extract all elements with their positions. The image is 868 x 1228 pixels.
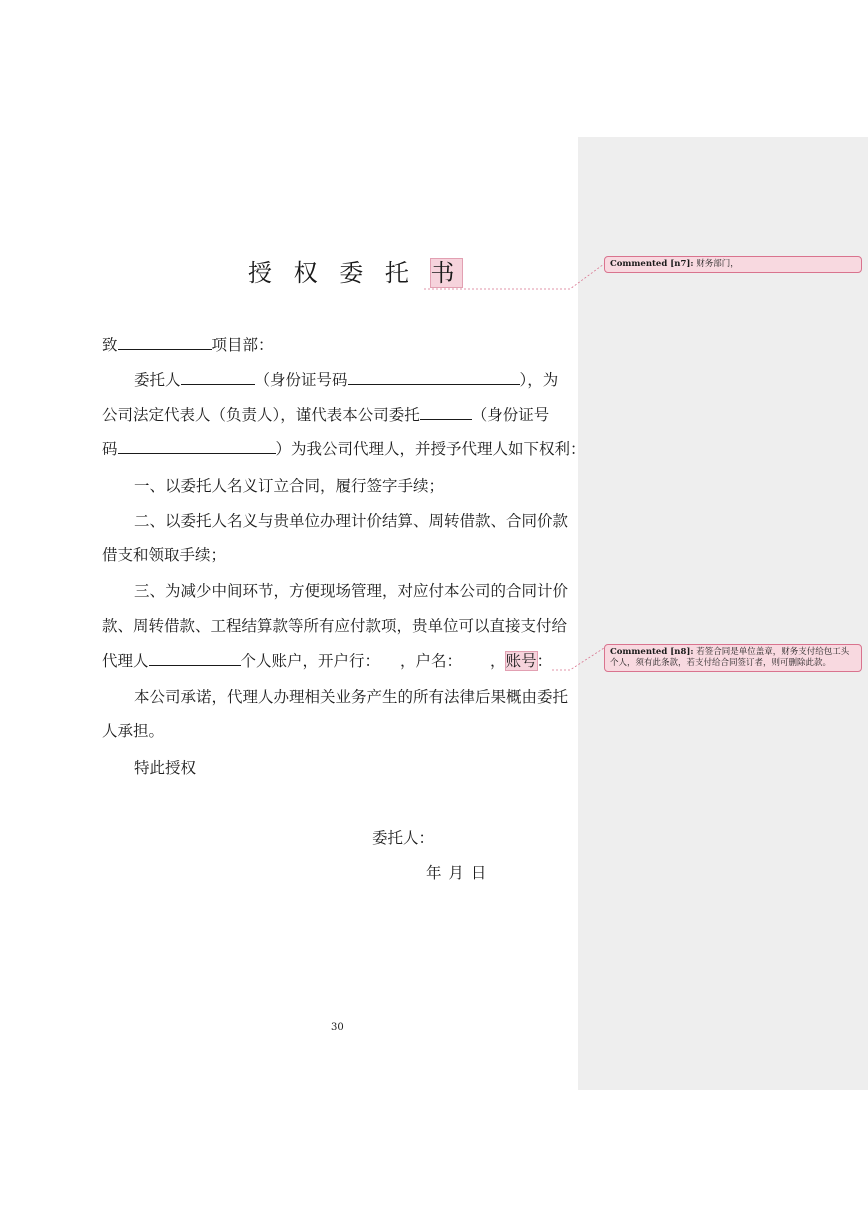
principal-line-suffix: ），为 <box>519 371 559 389</box>
title-text: 授 权 委 托 <box>248 259 431 287</box>
page-number: 30 <box>331 1022 344 1033</box>
account-name-label: ，户名： <box>400 652 463 670</box>
comment-n8-text: 若签合同是单位盖章，财务支付给包工头个人，须有此条款，若支付给合同签订者，则可删除此款。 <box>610 647 850 668</box>
comment-n7-text: 财务部门， <box>696 259 739 269</box>
addressee-suffix: 项目部： <box>211 336 274 354</box>
agent-id-blank[interactable] <box>118 438 276 454</box>
paragraph-principal-line-3 <box>102 438 586 460</box>
comment-n7[interactable] <box>604 256 862 273</box>
promise-line-2: 人承担。 <box>102 722 165 740</box>
item-1: 一、以委托人名义订立合同，履行签字手续； <box>134 477 445 495</box>
paragraph-principal-line-1 <box>134 369 558 391</box>
project-name-blank[interactable] <box>118 334 212 350</box>
account-number-colon: ： <box>536 652 553 670</box>
signature-date: 年 月 日 <box>426 864 488 882</box>
principal-signature-label: 委托人： <box>372 829 435 847</box>
principal-label: 委托人 <box>134 371 181 389</box>
comment-n8[interactable] <box>604 644 862 672</box>
principal-name-blank[interactable] <box>181 369 255 385</box>
item-3-line-3 <box>102 650 552 672</box>
bank-label: 个人账户，开户行： <box>240 652 381 670</box>
document-title <box>248 257 462 289</box>
legal-rep-text: 公司法定代表人（负责人），谨代表本公司委托 <box>102 406 420 424</box>
item-3-line-2: 款、周转借款、工程结算款等所有应付款项，贵单位可以直接支付给 <box>102 617 568 635</box>
agent-label: 代理人 <box>102 652 149 670</box>
agent-name-blank[interactable] <box>420 404 472 420</box>
comment-margin-pane <box>578 137 868 1090</box>
addressee-prefix: 致 <box>102 336 118 354</box>
item-2-line-1: 二、以委托人名义与贵单位办理计价结算、周转借款、合同价款 <box>134 512 569 530</box>
separator-comma: ， <box>490 652 506 670</box>
paragraph-principal-line-2 <box>102 404 549 426</box>
comment-n7-label: Commented [n7]: <box>610 259 694 269</box>
addressee-line <box>102 334 274 356</box>
grant-text: ）为我公司代理人，并授予代理人如下权利： <box>275 440 586 458</box>
agent-account-blank[interactable] <box>149 650 241 666</box>
promise-line-1: 本公司承诺，代理人办理相关业务产生的所有法律后果概由委托 <box>134 688 569 706</box>
principal-id-blank[interactable] <box>348 369 520 385</box>
item-3-line-1: 三、为减少中间环节，方便现场管理，对应付本公司的合同计价 <box>134 582 569 600</box>
agent-id-label: （身份证号 <box>471 406 550 424</box>
id-number-label: （身份证号码 <box>254 371 348 389</box>
title-commented-char[interactable]: 书 <box>430 259 462 287</box>
comment-n8-label: Commented [n8]: <box>610 647 694 657</box>
account-number-commented-label[interactable]: 账号 <box>505 652 537 670</box>
special-authorization: 特此授权 <box>134 759 197 777</box>
item-2-line-2: 借支和领取手续； <box>102 546 227 564</box>
agent-id-label-end: 码 <box>102 440 118 458</box>
